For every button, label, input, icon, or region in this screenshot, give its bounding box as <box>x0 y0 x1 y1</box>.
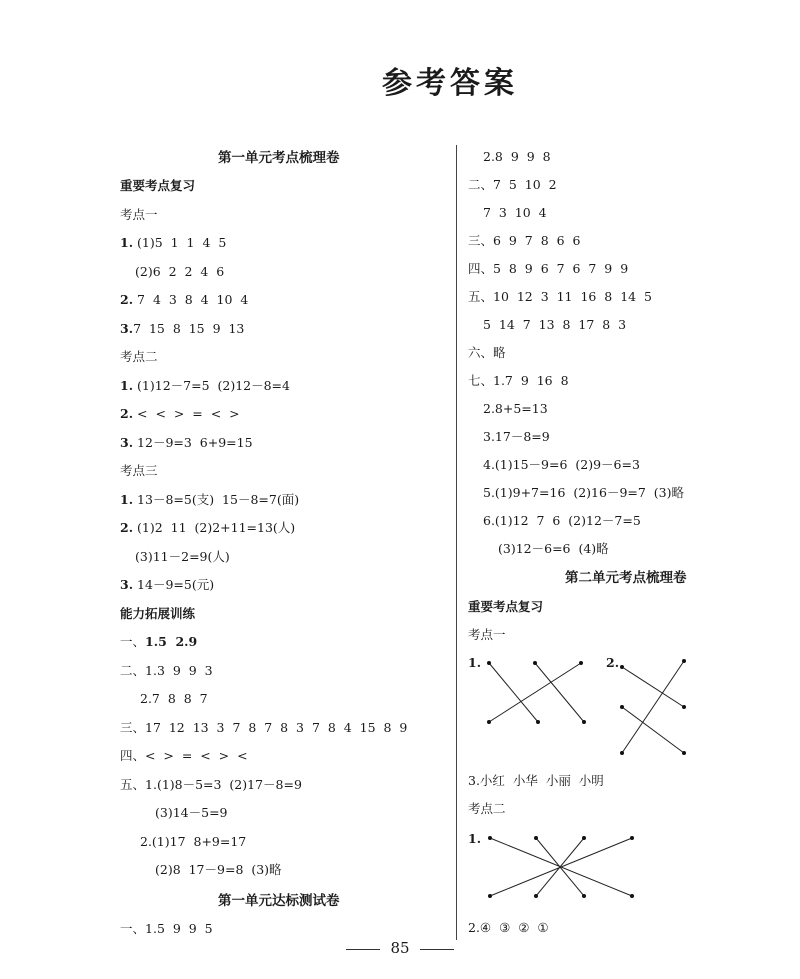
answer-line: 二、7 5 10 2 <box>468 177 557 192</box>
match-dot <box>487 661 491 665</box>
answer-line: 3.小红 小华 小丽 小明 <box>468 773 604 788</box>
answer-line: (3)14－5=9 <box>155 805 228 820</box>
page-number <box>0 939 800 957</box>
answer-line: 2.8 9 9 8 <box>483 149 551 164</box>
answer-line: 7 3 10 4 <box>483 205 547 220</box>
answer-line: 4.(1)15－9=6 (2)9－6=3 <box>483 457 640 472</box>
answer-line: 2. (1)2 11 (2)2+11=13(人) <box>120 520 296 535</box>
answer-line: 6.(1)12 7 6 (2)12－7=5 <box>483 513 641 528</box>
heading-kp1: 考点一 <box>468 627 506 642</box>
answer-line: 2.(1)17 8+9=17 <box>140 834 247 849</box>
match-dot <box>620 665 624 669</box>
answer-line: 3. 14－9=5(元) <box>120 577 215 592</box>
matching-figure-3 <box>478 830 643 905</box>
match-dot <box>620 751 624 755</box>
match-dot <box>536 720 540 724</box>
answer-line: 5 14 7 13 8 17 8 3 <box>483 317 627 332</box>
heading-ability: 能力拓展训练 <box>120 606 196 621</box>
answer-line: 二、1.3 9 9 3 <box>120 663 213 678</box>
answer-line: 2.7 8 8 7 <box>140 691 208 706</box>
heading-kp1: 考点一 <box>120 207 158 222</box>
answer-line: 1. (1)12－7=5 (2)12－8=4 <box>120 378 290 393</box>
match-dot <box>582 836 586 840</box>
match-line <box>535 663 584 722</box>
figure-label: 1. <box>468 655 482 670</box>
answer-line: 一、1.5 2.9 <box>120 634 198 649</box>
match-dot <box>582 720 586 724</box>
answer-line: (3)11－2=9(人) <box>135 549 230 564</box>
answer-line: 三、17 12 13 3 7 8 7 8 3 7 8 4 15 8 9 <box>120 720 408 735</box>
match-line <box>622 661 684 753</box>
figure-label: 2. <box>606 655 620 670</box>
match-line <box>622 667 684 707</box>
heading-review: 重要考点复习 <box>468 599 544 614</box>
answer-line: 五、1.(1)8－5=3 (2)17－8=9 <box>120 777 302 792</box>
match-line <box>622 707 684 753</box>
match-dot <box>534 894 538 898</box>
match-line <box>489 663 538 722</box>
section-title-unit1-review: 第一单元考点梳理卷 <box>218 150 340 166</box>
match-dot <box>630 836 634 840</box>
answer-line: 2.8+5=13 <box>483 401 548 416</box>
match-dot <box>488 836 492 840</box>
match-dot <box>487 720 491 724</box>
answer-line: 3.7 15 8 15 9 13 <box>120 321 245 336</box>
section-title-unit1-test: 第一单元达标测试卷 <box>218 893 340 909</box>
answer-line: 四、5 8 9 6 7 6 7 9 9 <box>468 261 629 276</box>
page-title: 参考答案 <box>382 66 518 101</box>
heading-kp3: 考点三 <box>120 463 158 478</box>
answer-line: 一、1.5 9 9 5 <box>120 921 213 936</box>
answer-line: 3. 12－9=3 6+9=15 <box>120 435 253 450</box>
match-dot <box>630 894 634 898</box>
answer-line: 2.④ ③ ② ① <box>468 920 549 935</box>
answer-line: 四、< > = < > < <box>120 748 248 763</box>
figure-label: 1. <box>468 831 482 846</box>
answer-line: 2. < < > = < > <box>120 406 240 421</box>
matching-figure-1 <box>480 655 600 730</box>
match-dot <box>682 659 686 663</box>
answer-line: (2)8 17－9=8 (3)略 <box>155 862 282 877</box>
answer-line: 三、6 9 7 8 6 6 <box>468 233 581 248</box>
page-number-text: 85 <box>390 939 410 957</box>
answer-line: 七、1.7 9 16 8 <box>468 373 569 388</box>
match-line <box>489 663 581 722</box>
match-dot <box>534 836 538 840</box>
answer-line: (2)6 2 2 4 6 <box>135 264 225 279</box>
match-dot <box>682 705 686 709</box>
answer-line: 1. (1)5 1 1 4 5 <box>120 235 227 250</box>
match-dot <box>579 661 583 665</box>
match-dot <box>533 661 537 665</box>
dash-right <box>420 949 454 950</box>
matching-figure-2 <box>612 655 692 760</box>
match-dot <box>582 894 586 898</box>
heading-kp2: 考点二 <box>120 349 158 364</box>
heading-review: 重要考点复习 <box>120 178 196 193</box>
answer-line: 1. 13－8=5(支) 15－8=7(面) <box>120 492 300 507</box>
answer-line: 六、略 <box>468 345 506 360</box>
answer-line: (3)12－6=6 (4)略 <box>498 541 609 556</box>
match-dot <box>620 705 624 709</box>
answer-line: 五、10 12 3 11 16 8 14 5 <box>468 289 653 304</box>
match-dot <box>682 751 686 755</box>
dash-left <box>346 949 380 950</box>
answer-line: 2. 7 4 3 8 4 10 4 <box>120 292 249 307</box>
match-dot <box>488 894 492 898</box>
answer-line: 5.(1)9+7=16 (2)16－9=7 (3)略 <box>483 485 684 500</box>
heading-kp2: 考点二 <box>468 801 506 816</box>
section-title-unit2-review: 第二单元考点梳理卷 <box>565 570 687 586</box>
answer-line: 3.17－8=9 <box>483 429 550 444</box>
